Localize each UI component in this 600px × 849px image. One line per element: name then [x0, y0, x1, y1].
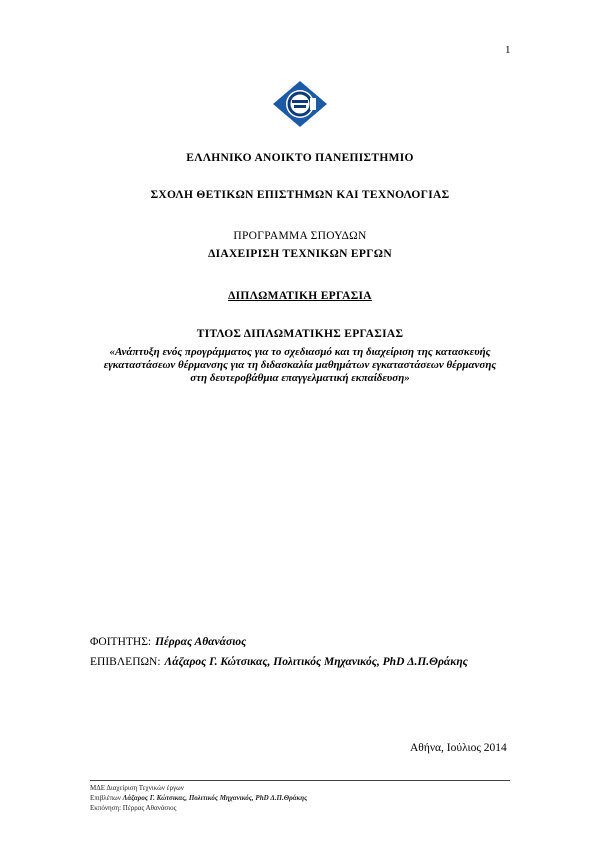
thesis-title-label: ΤΙΤΛΟΣ ΔΙΠΛΩΜΑΤΙΚΗΣ ΕΡΓΑΣΙΑΣ: [196, 328, 404, 340]
supervisor-name: Λάζαρος Γ. Κώτσικας, Πολιτικός Μηχανικός, PhD Δ.Π.Θράκης: [164, 656, 468, 668]
university-logo: [272, 80, 328, 128]
footer-program: ΜΔΕ Διαχείριση Τεχνικών έργων: [90, 784, 184, 792]
footer-author: Εκπόνηση: Πέρρας Αθανάσιος: [90, 804, 177, 812]
thesis-type: ΔΙΠΛΩΜΑΤΙΚΗ ΕΡΓΑΣΙΑ: [228, 290, 372, 302]
footer: [90, 783, 307, 813]
program-name: ΔΙΑΧΕΙΡΙΣΗ ΤΕΧΝΙΚΩΝ ΕΡΓΩΝ: [208, 248, 392, 260]
page-number: 1: [505, 44, 511, 56]
school-name: ΣΧΟΛΗ ΘΕΤΙΚΩΝ ΕΠΙΣΤΗΜΩΝ ΚΑΙ ΤΕΧΝΟΛΟΓΙΑΣ: [150, 189, 450, 201]
student-label: ΦΟΙΤΗΤΗΣ:: [90, 636, 152, 648]
university-name: ΕΛΛΗΝΙΚΟ ΑΝΟΙΚΤΟ ΠΑΝΕΠΙΣΤΗΜΙΟ: [186, 152, 414, 164]
supervisor-line: [90, 656, 468, 668]
footer-supervisor: [90, 793, 307, 803]
thesis-title: «Ανάπτυξη ενός προγράμματος για το σχεδιασμό και τη διαχείριση της κατασκευής εγκαταστάσεων θέρμανσης για τη διδασκαλία μαθημάτων εγκαταστάσεων θέρμανσης στη δευτεροβάθμια επαγγελματική εκπαίδευση»: [103, 346, 497, 384]
student-name: Πέρρας Αθανάσιος: [155, 636, 247, 648]
supervisor-label: ΕΠΙΒΛΕΠΩΝ:: [90, 656, 161, 668]
footer-divider: [90, 780, 510, 781]
student-line: [90, 636, 246, 648]
program-label: ΠΡΟΓΡΑΜΜΑ ΣΠΟΥΔΩΝ: [233, 230, 367, 242]
footer-supervisor-name: Λάζαρος Γ. Κώτσικας, Πολιτικός Μηχανικός, PhD Δ.Π.Θράκης: [122, 794, 308, 802]
footer-supervisor-label: Επιβλέπων: [90, 794, 121, 802]
place-date: Αθήνα, Ιούλιος 2014: [410, 742, 507, 754]
